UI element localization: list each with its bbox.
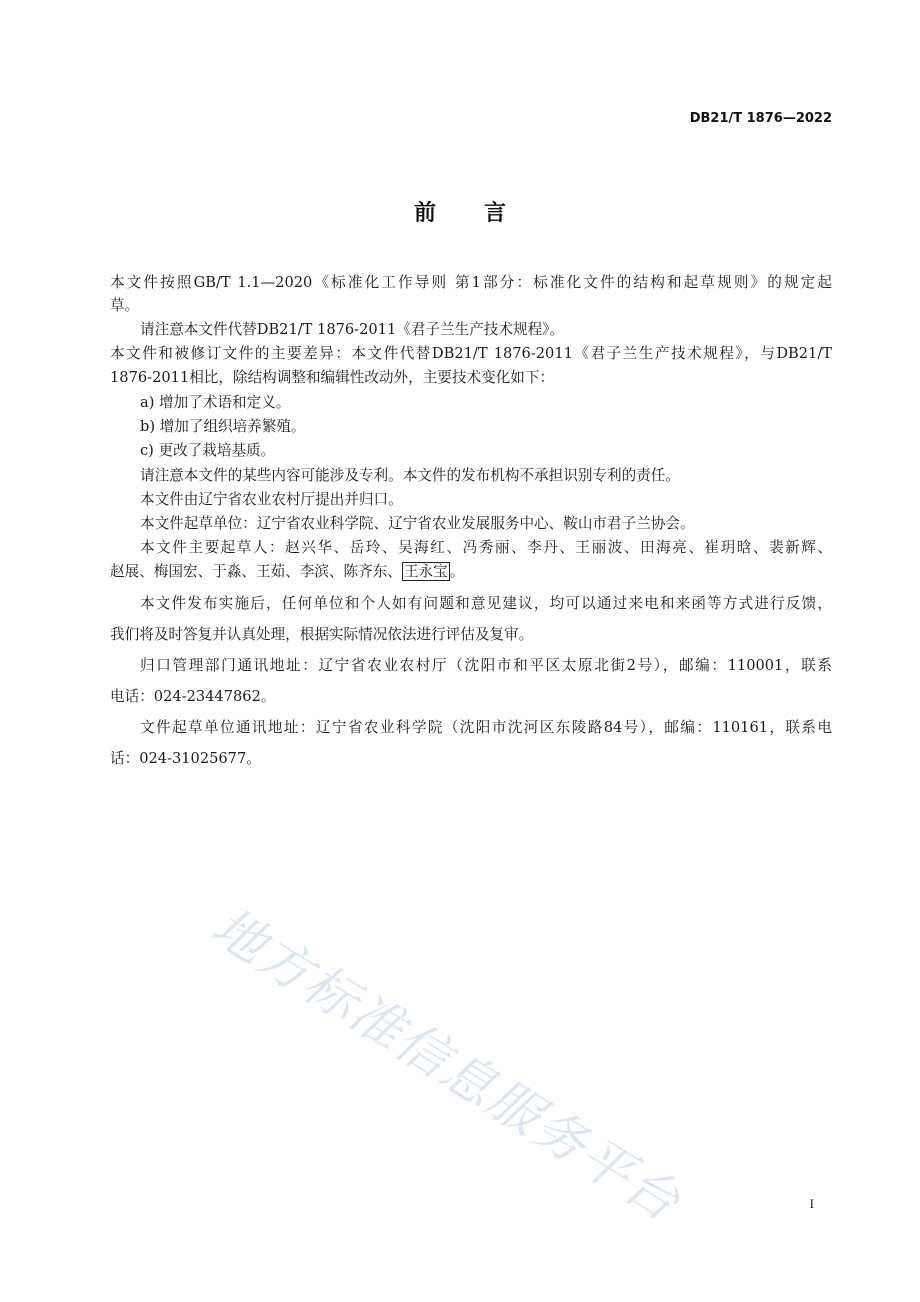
paragraph-line: 本文件发布实施后，任何单位和个人如有问题和意见建议，均可以通过来电和来函等方式进行反馈，	[140, 595, 832, 612]
list-item: a) 增加了术语和定义。	[140, 394, 291, 411]
page-title: 前言	[413, 201, 554, 226]
paragraph-line: 文件起草单位通讯地址：辽宁省农业科学院（沈阳市沈河区东陵路84号），邮编：110161，联系电	[140, 719, 832, 736]
list-item: b) 增加了组织培养繁殖。	[140, 418, 306, 435]
boxed-name: 王永宝	[403, 563, 448, 580]
paragraph-line: 本文件起草单位：辽宁省农业科学院、辽宁省农业发展服务中心、鞍山市君子兰协会。	[140, 515, 695, 532]
page-number: I	[809, 1196, 814, 1211]
paragraph-line: 本文件主要起草人：赵兴华、岳玲、吴海红、冯秀丽、李丹、王丽波、田海亮、崔玥晗、裴新辉、	[140, 539, 832, 556]
paragraph-line: 归口管理部门通讯地址：辽宁省农业农村厅（沈阳市和平区太原北街2号），邮编：110001，联系	[140, 657, 832, 674]
watermark: 地方标准信息服务平台	[201, 896, 691, 1234]
paragraph-line: 我们将及时答复并认真处理，根据实际情况依法进行评估及复审。	[110, 626, 534, 643]
paragraph-line: 话：024-31025677。	[110, 750, 261, 767]
paragraph-line: 本文件和被修订文件的主要差异：本文件代替DB21/T 1876-2011《君子兰生产技术规程》，与DB21/T	[110, 345, 832, 362]
paragraph-line: 本文件按照GB/T 1.1—2020《标准化工作导则 第1部分：标准化文件的结构和起草规则》的规定起	[110, 274, 832, 291]
paragraph-line: 电话：024-23447862。	[110, 688, 276, 705]
standard-number: DB21/T 1876—2022	[689, 111, 832, 126]
paragraph-line: 赵展、梅国宏、于淼、王茹、李滨、陈齐东、 王永宝 。	[110, 563, 465, 580]
paragraph-line: 请注意本文件代替DB21/T 1876-2011《君子兰生产技术规程》。	[140, 321, 565, 338]
list-item: c) 更改了栽培基质。	[140, 442, 276, 459]
paragraph-line: 请注意本文件的某些内容可能涉及专利。本文件的发布机构不承担识别专利的责任。	[140, 467, 680, 484]
paragraph-line: 本文件由辽宁省农业农村厅提出并归口。	[140, 491, 403, 508]
paragraph-line: 1876-2011相比，除结构调整和编辑性改动外，主要技术变化如下：	[110, 369, 555, 386]
paragraph-line: 草。	[110, 297, 140, 314]
